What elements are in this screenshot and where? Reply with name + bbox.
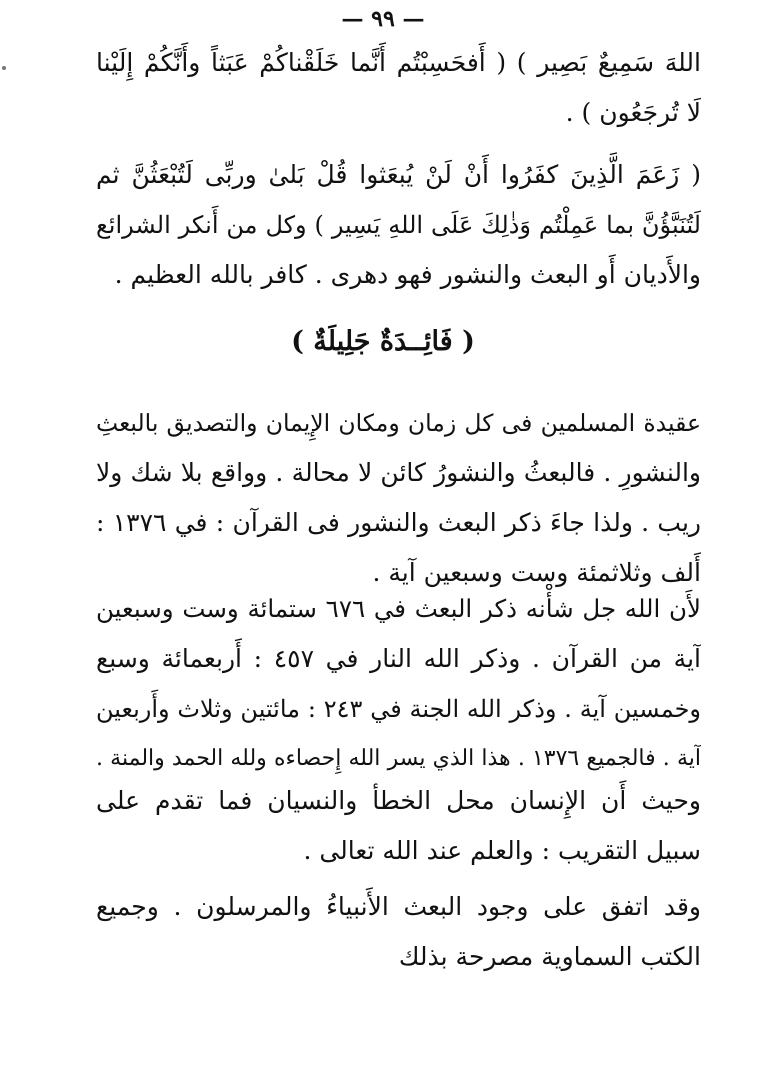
text-line: أَلف وثلاثمئة وست وسبعين آية . <box>372 558 701 587</box>
paragraph-2 <box>96 584 701 784</box>
text-line: وخمسين آية . وذكر الله الجنة في ٢٤٣ : مائتين وثلاث وأَربعين <box>96 695 701 723</box>
verse-block <box>96 38 701 138</box>
text-line: ريب . ولذا جاءَ ذكر البعث والنشور فى القرآن : في ١٣٧٦ : <box>96 508 701 537</box>
claim-block <box>96 150 701 300</box>
text-line: لَتُنَبَّؤُنَّ بما عَمِلْتُم وَذٰلِكَ عَلَى اللهِ يَسِير ) وكل من أَنكر الشرائع <box>96 211 701 239</box>
text-line: والأَديان أَو البعث والنشور فهو دهرى . كافر بالله العظيم . <box>114 260 701 289</box>
text-line: آية من القرآن . وذكر الله النار في ٤٥٧ : أَربعمائة وسبع <box>96 644 701 673</box>
text-line: لَا تُرجَعُون ) . <box>565 98 701 127</box>
text-line: والنشورِ . فالبعثُ والنشورُ كائن لا محالة . وواقع بلا شك ولا <box>96 458 701 487</box>
text-line: ( زَعَمَ الَّذِينَ كفَرُوا أَنْ لَنْ يُبعَثوا قُلْ بَلىٰ وربِّى لَتُبْعَثُنَّ ثم <box>96 160 701 189</box>
section-heading: ( فَائِــدَةٌ جَلِيلَةٌ ) <box>291 326 475 357</box>
paragraph-4 <box>96 882 701 982</box>
text-line: آية . فالجميع ١٣٧٦ . هذا الذي يسر الله إِحصاءه ولله الحمد والمنة . <box>96 746 701 771</box>
text-line: الكتب السماوية مصرحة بذلك <box>398 942 701 971</box>
scan-dot <box>2 66 6 70</box>
text-line: وحيث أَن الإِنسان محل الخطأ والنسيان فما تقدم على <box>96 786 701 815</box>
text-line: اللهَ سَمِيعٌ بَصِير ) ( أَفحَسِبْتُم أَنَّما خَلَقْناكُمْ عَبَثاً وأَنَّكُمْ إِلَيْنا <box>96 48 701 77</box>
paragraph-3 <box>96 776 701 876</box>
text-line: لأَن الله جل شأْنه ذكر البعث في ٦٧٦ ستمائة وست وسبعين <box>96 594 701 623</box>
text-line: عقيدة المسلمين فى كل زمان ومكان الإِيمان والتصديق بالبعثِ <box>96 409 701 437</box>
text-line: وقد اتفق على وجود البعث الأَنبياءُ والمرسلون . وجميع <box>96 892 701 921</box>
paragraph-1 <box>96 398 701 598</box>
page-number: — ٩٩ — <box>341 6 425 32</box>
text-line: سبيل التقريب : والعلم عند الله تعالى . <box>303 836 701 865</box>
